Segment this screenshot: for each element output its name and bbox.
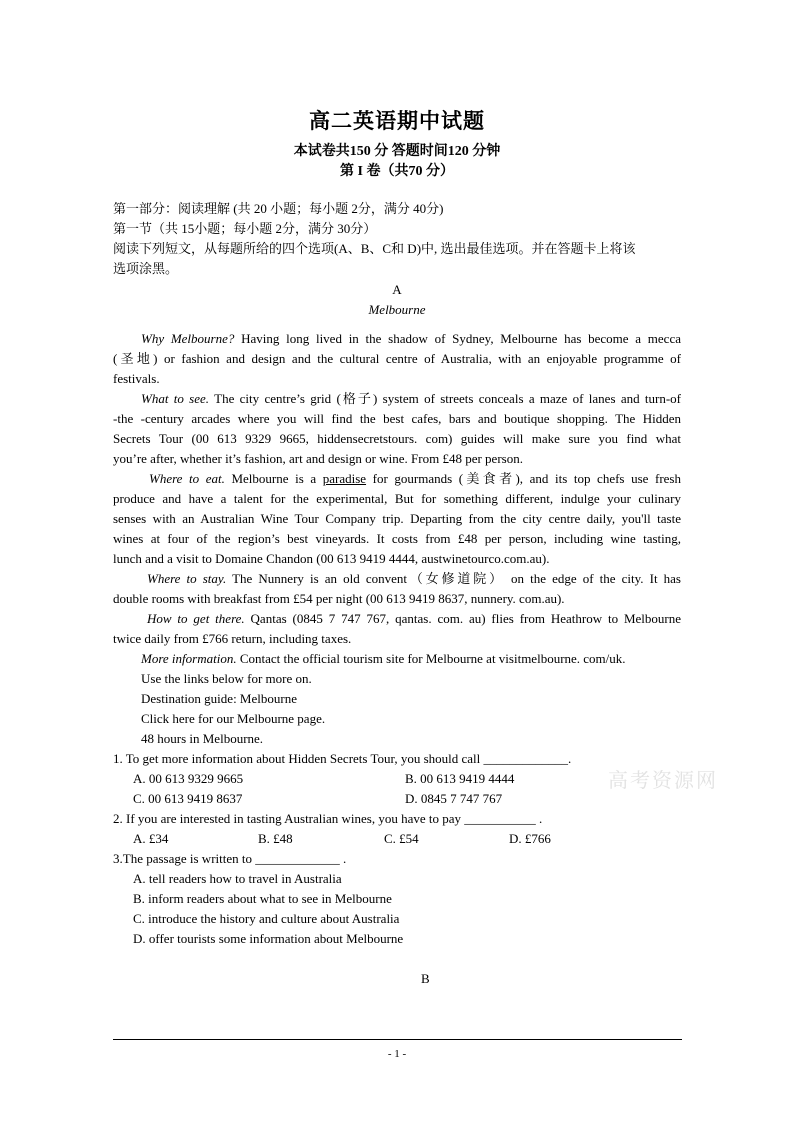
- text-line: -the -century arcades where you will find the best cafes, bars and boutique shopping. The Hidden: [113, 411, 681, 426]
- link-melbourne-page[interactable]: Click here for our Melbourne page.: [141, 711, 326, 726]
- question-1-option-d[interactable]: D. 0845 7 747 767: [405, 791, 503, 806]
- part-heading: 第一部分：阅读理解 (共 20 小题；每小题 2分，满分 40分): [113, 201, 444, 216]
- question-3-option-d[interactable]: D. offer tourists some information about Melbourne: [133, 931, 404, 946]
- paragraph-see: What to see. The city centre’s grid (格子) system of streets conceals a maze of lanes and turn-of: [141, 391, 682, 406]
- question-3-option-b[interactable]: B. inform readers about what to see in Melbourne: [133, 891, 392, 906]
- section-heading: 第一节（共 15小题；每小题 2分，满分 30分）: [113, 221, 377, 236]
- link-48-hours[interactable]: 48 hours in Melbourne.: [141, 731, 264, 746]
- text-line: lunch and a visit to Domaine Chandon (00 613 9419 4444, austwinetourco.com.au).: [113, 551, 550, 566]
- watermark: 高考资源网: [608, 768, 718, 792]
- question-3-option-c[interactable]: C. introduce the history and culture about Australia: [133, 911, 400, 926]
- paragraph-lead: How to get there.: [147, 611, 245, 626]
- passage-letter: A: [392, 282, 402, 297]
- text-line: wines at four of the region’s best vineyards. It costs from £48 per person, including wine tasting,: [113, 531, 681, 546]
- text-line: Secrets Tour (00 613 9329 9665, hiddensecretstours. com) guides will make sure you find what: [113, 431, 681, 446]
- next-passage-letter: B: [421, 971, 430, 986]
- paragraph-get-there: How to get there. Qantas (0845 7 747 767, qantas. com. au) flies from Heathrow to Melbourne: [147, 611, 682, 626]
- question-2-option-a[interactable]: A. £34: [133, 831, 169, 846]
- paragraph-lead: Where to eat.: [149, 471, 225, 486]
- text-line: twice daily from £766 return, including taxes.: [113, 631, 352, 646]
- text-line: double rooms with breakfast from £54 per night (00 613 9419 8637, nunnery. com.au).: [113, 591, 565, 606]
- directions-line-1: 阅读下列短文，从每题所给的四个选项(A、B、C和 D)中, 选出最佳选项。并在答题卡上将该: [113, 241, 636, 256]
- paragraph-eat: Where to eat. Melbourne is a paradise for gourmands (美食者), and its top chefs use fresh: [149, 471, 681, 486]
- passage-title: Melbourne: [368, 302, 426, 317]
- paragraph-lead: Where to stay.: [147, 571, 227, 586]
- text-line: produce and have a talent for the experimental, But for something different, indulge your culinary: [113, 491, 681, 506]
- paragraph-lead: More information.: [141, 651, 237, 666]
- question-1-option-b[interactable]: B. 00 613 9419 4444: [405, 771, 515, 786]
- question-1-option-c[interactable]: C. 00 613 9419 8637: [133, 791, 243, 806]
- underlined-word: paradise: [322, 471, 367, 486]
- text-line: you’re after, whether it’s fashion, art and design or wine. From £48 per person.: [113, 451, 523, 466]
- paragraph-lead: Why Melbourne?: [141, 331, 235, 346]
- question-2-stem: 2. If you are interested in tasting Australian wines, you have to pay ___________ .: [113, 811, 543, 826]
- volume-heading: 第 I 卷（共70 分）: [340, 164, 454, 179]
- paragraph-stay: Where to stay. The Nunnery is an old convent（女修道院） on the edge of the city. It has: [147, 571, 681, 586]
- page-title: 高二英语期中试题: [309, 109, 485, 133]
- question-1-stem: 1. To get more information about Hidden Secrets Tour, you should call _____________.: [113, 751, 572, 766]
- page-number: - 1 -: [387, 1048, 407, 1060]
- question-2-option-d[interactable]: D. £766: [509, 831, 551, 846]
- link-line: Use the links below for more on.: [141, 671, 312, 686]
- text-line: festivals.: [113, 371, 160, 386]
- paragraph-more-info: More information. Contact the official tourism site for Melbourne at visitmelbourne. com/uk.: [141, 651, 626, 666]
- text-line: senses with an Australian Wine Tour Company trip. Departing from the city centre daily, you'll taste: [113, 511, 681, 526]
- paragraph-why: Why Melbourne? Having long lived in the shadow of Sydney, Melbourne has become a mecca: [141, 331, 681, 346]
- footer-divider: [113, 1039, 682, 1040]
- directions-line-2: 选项涂黑。: [113, 261, 179, 276]
- question-3-stem: 3.The passage is written to _____________ .: [113, 851, 347, 866]
- link-destination-guide[interactable]: Destination guide: Melbourne: [141, 691, 297, 706]
- question-3-option-a[interactable]: A. tell readers how to travel in Australia: [133, 871, 342, 886]
- exam-info: 本试卷共150 分 答题时间120 分钟: [293, 144, 501, 159]
- question-2-option-c[interactable]: C. £54: [384, 831, 419, 846]
- paragraph-lead: What to see.: [141, 391, 210, 406]
- text-line: (圣地) or fashion and design and the cultural centre of Australia, with an enjoyable programme of: [113, 351, 681, 366]
- question-2-option-b[interactable]: B. £48: [258, 831, 293, 846]
- question-1-option-a[interactable]: A. 00 613 9329 9665: [133, 771, 244, 786]
